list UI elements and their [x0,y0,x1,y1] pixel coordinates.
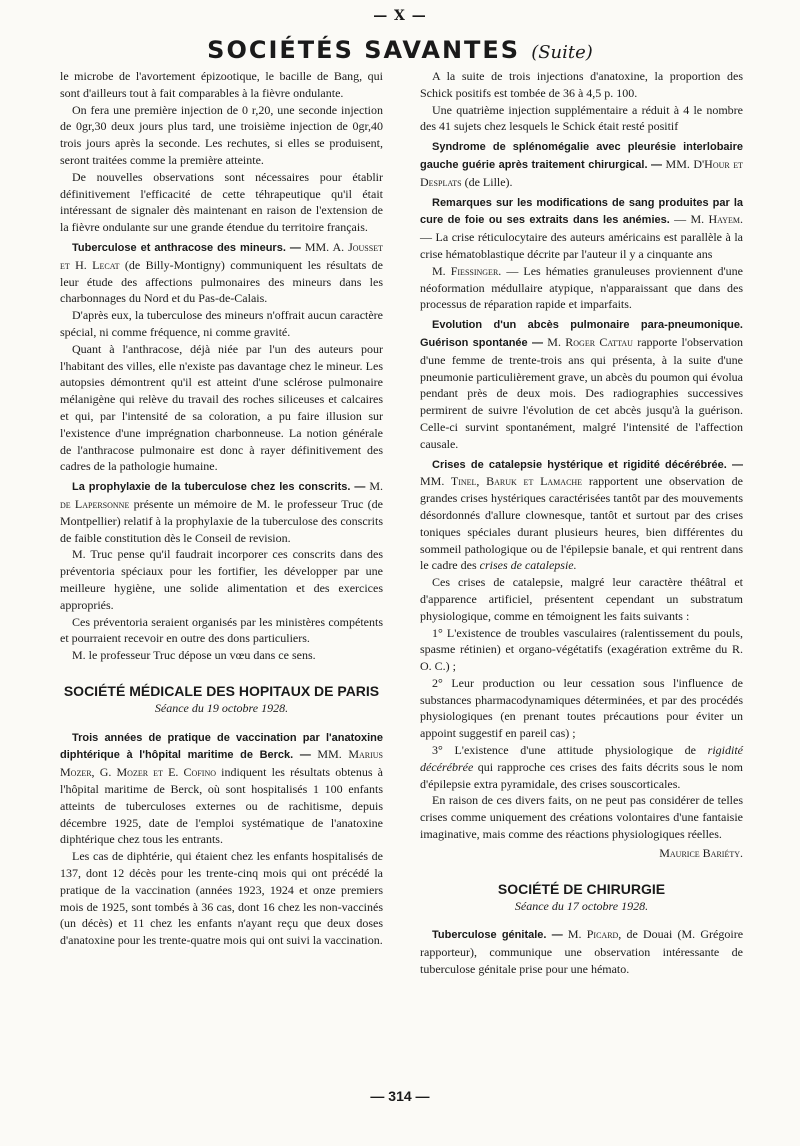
article-title: La prophylaxie de la tuberculose chez les conscrits. — [72,481,366,494]
section-title: SOCIÉTÉ DE CHIRURGIE [497,880,666,897]
page-number: — 314 — [370,1088,430,1104]
article-title: Trois années de pratique de vaccination par l'anatoxine diphtérique à l'hôpital maritime de Berck. — [60,731,383,762]
article-authors: MM. Tinel, Baruk et Lamache [420,474,583,489]
running-head [0,36,800,64]
running-head-suffix: (Suite) [531,42,593,63]
article-authors: — M. Hayem. [674,212,743,227]
article-tuberculose-genitale [420,926,743,977]
article-title: Evolution d'un abcès pulmonaire para-pneumonique. Guérison spontanée — [420,319,743,349]
article-miners [60,239,383,307]
running-head-title: SOCIÉTÉS SAVANTES [207,36,521,64]
article-text: indiquent les résultats obtenus à l'hôpital maritime de Berck, où sont hospitalisés 1 100 enfants atteints de tuberculoses externes ou de rachitisme, depuis décembre 1925, date de l'emploi systématique de l'anatoxine diphtérique chez tous les entrants. [60,765,383,847]
article-abces [420,316,743,452]
article-splenomegalie [420,138,743,190]
article-text: (de Lille). [464,174,513,189]
article-sang [420,194,743,263]
article-text: rapportent une observation de grandes crises hystériques caractérisées tantôt par des mouvements désordonnés d'allure clownesque, tantôt et surtout par des crises toniques spéciales durant plusieurs heures, bien différentes du sommeil pathologique ou de l'épilepsie banale, et qui rentrent dans le cadre des [420,474,743,573]
signature: Maurice Bariéty. [659,845,743,860]
article-text: (de Billy-Montigny) communiquent les résultats de leur étude des affections pulmonaires des mineurs dans les charbonnages du Nord et du Pas-de-Calais. [60,257,383,306]
paragraph: M. le professeur Truc dépose un vœu dans ce sens. [72,648,316,663]
paragraph: D'après eux, la tuberculose des mineurs n'offrait aucun caractère spécial, ni comme fréquence, ni comme gravité. [60,308,383,339]
article-authors: MM. Marius Mozer, G. Mozer et E. Cofino [60,747,384,780]
paragraph: De nouvelles observations sont nécessaires pour établir définitivement l'efficacité de cette téhrapeutique qu'il était intéressant de signaler dès maintenant en raison de l'extension de la fièvre ondulante sur une grande étendue du territoire français. [60,169,383,235]
article-text: qui rapproche ces crises des faits décrits sous le nom d'épilepsie extra pyramidale, des crises souscorticales. [420,759,744,791]
article-italic: crises de catalepsie. [479,558,577,573]
article-title: Remarques sur les modifications de sang produites par la cure de foie ou ses extraits dans les anémies. [420,196,743,227]
article-authors: M. Fiessinger. [432,263,502,278]
paragraph: M. Truc pense qu'il faudrait incorporer ces conscrits dans des préventoria spéciaux pour les fortifier, les développer par une meilleure hygiène, une solide alimentation et des exercices appropriés. [60,547,383,612]
article-text: rapporte l'observation d'une femme de trente-trois ans qui présenta, à la suite d'une pneumonie particulièrement grave, un abcès du poumon qui évolua pendant près de deux mois. Des radiographies successives permirent de suivre l'évolution de cet abcès jusqu'à la guérison. Celle-ci survint spontanément, malgré l'intensité de l'affection causale. [420,334,743,451]
paragraph: Ces crises de catalepsie, malgré leur caractère théâtral et d'apparence artificiel, présentent cependant un substratum physiologique, comme en témoignent les faits suivants : [420,575,743,623]
paragraph-rigidite [420,742,743,792]
article-text: — La crise réticulocytaire des auteurs américains est parallèle à la crise hématoblastique décrite par l'auteur il y a cinquante ans [420,230,743,261]
article-conscrits [60,478,383,546]
article-text: — Les hématies granuleuses proviennent d'une néoformation médullaire atypique, n'apparaissant que dans des processus de réparation rapide et imparfaits. [420,263,743,312]
article-authors: M. Roger Cattau [547,334,633,349]
article-title: Tuberculose et anthracose des mineurs. — [72,241,301,254]
paragraph: 1° L'existence de troubles vasculaires (ralentissement du pouls, spasme rétinien) et organo-végétatifs (exagération extrême du R. O. C.) ; [420,625,743,674]
right-column [420,68,743,978]
paragraph: Les cas de diphtérie, qui étaient chez les enfants hospitalisés de 137, dont 12 décès pour les trente-cinq mois qui ont précédé la pratique de la vaccination (années 1923, 1924 et onze premiers mois de 1925, sont tombés à 36 cas, dont 16 chez les non-vaccinés (un décès) et 11 chez les enfants n'ayant reçu que deux doses d'anatoxine pour les trente-quatre mois qui ont suivi la vaccination. [60,849,383,948]
article-authors: M. de Lapersonne [60,479,383,511]
paragraph-fiessinger [420,263,743,313]
article-authors: MM. D'Hour et Desplats [420,156,743,189]
article-text: de Douai (M. Grégoire rapporteur), communique une observation intéressante de tuberculose génitale prise pour une hémato. [420,927,744,977]
paragraph: On fera une première injection de 0 r,20, une seconde injection de 0gr,30 deux jours plus tard, une troisième injection de 0gr,40 trois jours après la seconde. Les rechutes, si elles se produisent, seront traitées comme la première atteinte. [60,102,383,167]
paragraph: 2° Leur production ou leur cessation sous l'influence de substances pharmacodynamiques déterminées, et par des procédés physiologiques (en prenant toutes précautions pour éviter un appoint suggestif en pareil cas) ; [420,675,743,741]
article-title: Tuberculose génitale. — [432,929,563,942]
section-date: Séance du 17 octobre 1928. [514,898,649,913]
paragraph: le microbe de l'avortement épizootique, le bacille de Bang, qui sont d'ailleurs tout à fait comparables à la fièvre ondulante. [60,69,383,100]
paragraph: Ces préventoria seraient organisés par les ministères compétents et pourraient recevoir en outre des dons particuliers. [60,614,383,646]
paragraph: Quant à l'anthracose, déjà niée par l'un des auteurs pour l'habitant des villes, elle n'existe pas davantage chez le mineur. Les autopsies démontrent qu'il est atteint d'une sclérose pulmonaire mélanigène qui relève du travail des roches siliceuses et calcaires et qui, par l'intensité de sa coloration, a pu faire illusion sur l'existence d'une imprégnation charbonneuse. La notion générale de l'anthracose pulmonaire est donc à rayer définitivement des cadres de la pathologie humaine. [60,341,383,474]
roman-folio: — X — [373,8,427,24]
article-text: présente un mémoire de M. le professeur Truc (de Montpellier) relatif à la prophylaxie de la tuberculose des conscrits de faible constitution dès le Conseil de revision. [60,496,383,545]
article-authors: M. Picard, [567,927,622,942]
article-authors: MM. A. Jousset et H. Lecat [60,239,383,272]
paragraph: Une quatrième injection supplémentaire a réduit à 4 le nombre des 41 sujets chez lesquels le Schick était resté positif [420,102,743,134]
paragraph: A la suite de trois injections d'anatoxine, la proportion des Schick positifs est tombée de 36 à 4,5 p. 100. [420,69,743,100]
left-column [60,68,383,949]
article-italic: rigidité décérébrée [420,743,744,774]
paragraph: En raison de ces divers faits, on ne peut pas considérer de telles crises comme uniquement des créations volontaires d'une fantaisie imaginative, mais comme des réactions physiologiques réelles. [420,793,743,842]
section-title: SOCIÉTÉ MÉDICALE DES HOPITAUX DE PARIS [63,682,380,699]
article-title: Syndrome de splénomégalie avec pleurésie interlobaire gauche guérie après traitement chirurgical. — [420,141,743,171]
article-text: 3° L'existence d'une attitude physiologique de [432,743,697,758]
section-date: Séance du 19 octobre 1928. [154,700,289,715]
article-title: Crises de catalepsie hystérique et rigidité décérébrée. — [432,458,743,471]
article-vaccination [60,729,383,849]
article-catalepsie [420,456,743,575]
